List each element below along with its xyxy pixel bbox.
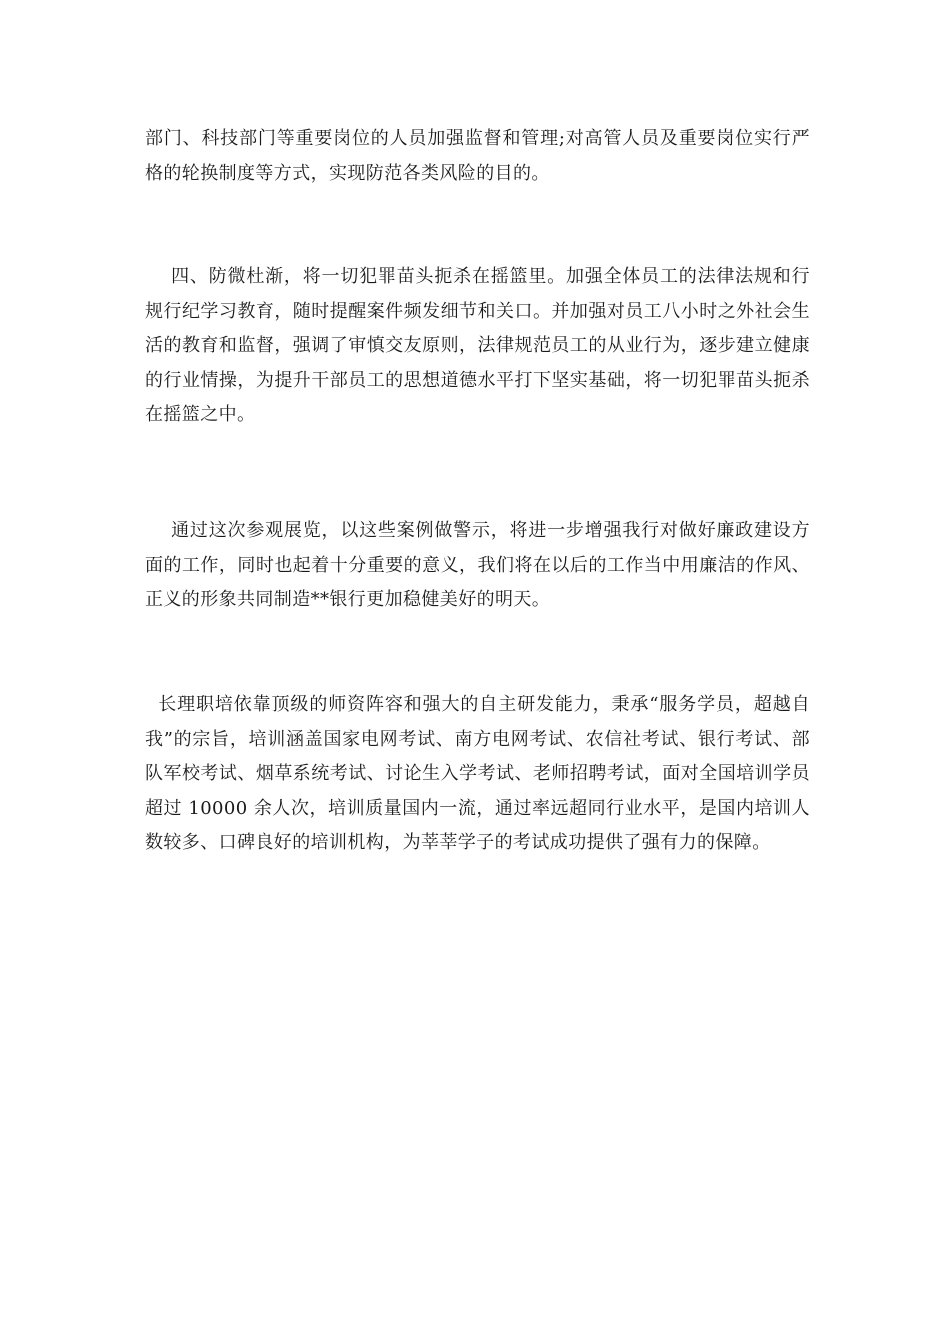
paragraph-conclusion: 通过这次参观展览，以这些案例做警示，将进一步增强我行对做好廉政建设方面的工作，同时也起着十分重要的意义，我们将在以后的工作当中用廉洁的作风、正义的形象共同制造**银行更加稳健美好的明天。 bbox=[145, 520, 810, 610]
paragraph-risk-control: 部门、科技部门等重要岗位的人员加强监督和管理;对高管人员及重要岗位实行严格的轮换制度等方式，实现防范各类风险的目的。 bbox=[145, 128, 810, 184]
paragraph-prevention: 四、防微杜渐，将一切犯罪苗头扼杀在摇篮里。加强全体员工的法律法规和行规行纪学习教育，随时提醒案件频发细节和关口。并加强对员工八小时之外社会生活的教育和监督，强调了审慎交友原则，法律规范员工的从业行为，逐步建立健康的行业情操，为提升干部员工的思想道德水平打下坚实基础，将一切犯罪苗头扼杀在摇篮之中。 bbox=[145, 266, 810, 425]
paragraph-training-ad: 长理职培依靠顶级的师资阵容和强大的自主研发能力，秉承“服务学员，超越自我”的宗旨，培训涵盖国家电网考试、南方电网考试、农信社考试、银行考试、部队军校考试、烟草系统考试、讨论生入学考试、老师招聘考试，面对全国培训学员超过 10000 余人次，培训质量国内一流，通过率远超同行业水平，是国内培训人数较多、口碑良好的培训机构，为莘莘学子的考试成功提供了强有力的保障。 bbox=[145, 694, 810, 853]
